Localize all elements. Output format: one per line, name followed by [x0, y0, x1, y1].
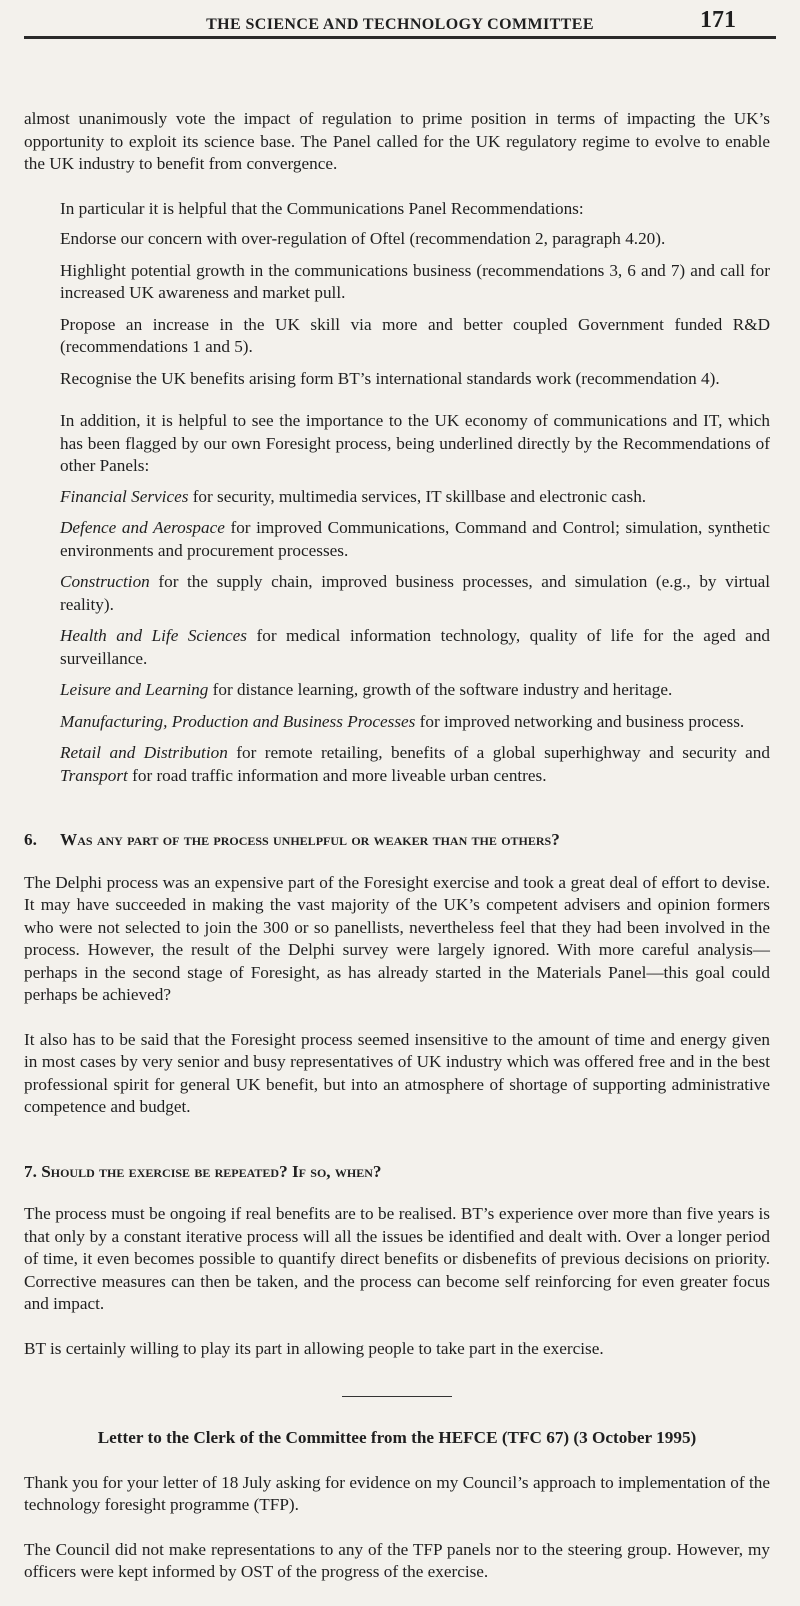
sector-name: Retail and Distribution — [60, 743, 228, 762]
section-7-paragraph: The process must be ongoing if real benefits are to be realised. BT’s experience over more than five years is that only by a constant iterative process will all the issues be identified and dealt with. Over a longer period of time, it even becomes possible to quantify direct benefits or disbenefits of previous decisions on priority. Corrective measures can then be taken, and the process can become self reinforcing for even greater focus and impact. — [24, 1204, 770, 1313]
sector-name: Health and Life Sciences — [60, 626, 247, 645]
sector-text: for remote retailing, benefits of a global superhighway and security and — [227, 743, 770, 762]
page-number: 171 — [700, 7, 736, 33]
recommendation-item: Propose an increase in the UK skill via more and better coupled Government funded R&D (recommendations 1 and 5). — [60, 314, 770, 356]
recommendation-item: Highlight potential growth in the communications business (recommendations 3, 6 and 7) and call for increased UK awareness and market pull. — [60, 260, 770, 302]
addition-lead: In addition, it is helpful to see the importance to the UK economy of communications and IT, which has been flagged by our own Foresight process, being underlined directly by the Recommendations of other Panels: — [60, 411, 770, 475]
running-title: THE SCIENCE AND TECHNOLOGY COMMITTEE — [206, 16, 594, 33]
section-7-heading — [24, 1161, 770, 1184]
sector-name: Financial Services — [60, 486, 189, 506]
intro-paragraph: almost unanimously vote the impact of regulation to prime position in terms of impacting the UK’s opportunity to exploit its science base. The Panel called for the UK regulatory regime to evolve to enable the UK industry to benefit from convergence. — [24, 109, 770, 173]
sector-text: for the supply chain, improved business processes, and simulation (e.g., by virtual reality). — [60, 572, 770, 614]
sector-item — [60, 486, 770, 509]
section-7-paragraph: BT is certainly willing to play its part in allowing people to take part in the exercise. — [24, 1338, 604, 1358]
sector-name: Defence and Aerospace — [60, 518, 225, 537]
body-text — [24, 108, 770, 1606]
section-number: 6. — [24, 830, 37, 849]
recommendations-lead: In particular it is helpful that the Communications Panel Recommendations: — [60, 198, 584, 218]
section-title: Should the exercise be repeated? If so, when? — [41, 1161, 382, 1181]
section-6-heading — [24, 829, 770, 852]
sector-item — [60, 679, 770, 702]
header-rule — [24, 36, 776, 39]
letter-title: Letter to the Clerk of the Committee from the HEFCE (TFC 67) (3 October 1995) — [97, 1428, 697, 1447]
sector-text: for security, multimedia services, IT skillbase and electronic cash. — [188, 486, 647, 506]
sector-text: for improved Communications, Command and Control; simulation, synthetic environments and procurement processes. — [60, 518, 771, 560]
sector-name: Leisure and Learning — [60, 680, 209, 699]
letter-paragraph: The Council did not make representations to any of the TFP panels nor to the steering group. However, my officers were kept informed by OST of the progress of the exercise. — [24, 1539, 770, 1581]
section-6-paragraph: It also has to be said that the Foresight process seemed insensitive to the amount of time and energy given in most cases by very senior and busy representatives of UK industry which was offered free and in the best professional spirit for general UK benefit, but into an atmosphere of shortage of supporting administrative competence and budget. — [24, 1029, 770, 1116]
sector-name: Construction — [60, 572, 150, 591]
section-number: 7. — [24, 1161, 37, 1181]
sector-text: for road traffic information and more liveable urban centres. — [127, 765, 547, 785]
letter-paragraph: Thank you for your letter of 18 July asking for evidence on my Council’s approach to implementation of the technology foresight programme (TFP). — [24, 1472, 770, 1514]
sector-item — [60, 711, 770, 734]
sector-text: for medical information technology, quality of life for the aged and surveillance. — [60, 626, 771, 668]
sector-name: Manufacturing, Production and Business Processes — [60, 711, 416, 731]
sector-item — [60, 742, 770, 787]
page-header — [0, 4, 800, 34]
sector-name: Transport — [60, 765, 128, 785]
section-divider — [342, 1396, 452, 1397]
sector-text: for distance learning, growth of the software industry and heritage. — [208, 680, 673, 699]
recommendation-item: Recognise the UK benefits arising form BT’s international standards work (recommendation 4). — [60, 368, 720, 388]
recommendation-item: Endorse our concern with over-regulation of Oftel (recommendation 2, paragraph 4.20). — [60, 229, 666, 248]
section-title: Was any part of the process unhelpful or weaker than the others? — [60, 830, 560, 849]
sector-item — [60, 571, 770, 616]
sector-item — [60, 625, 770, 670]
section-6-paragraph: The Delphi process was an expensive part of the Foresight exercise and took a great deal of effort to devise. It may have succeeded in making the vast majority of the UK’s competent advisers and opinion formers who were not selected to join the 300 or so panellists, nevertheless feel that they had been involved in the process. However, the result of the Delphi survey were largely ignored. With more careful analysis—perhaps in the second stage of Foresight, as has already started in the Materials Panel—this goal could perhaps be achieved? — [24, 872, 770, 1004]
sector-text: for improved networking and business process. — [415, 711, 745, 731]
sector-item — [60, 517, 770, 562]
